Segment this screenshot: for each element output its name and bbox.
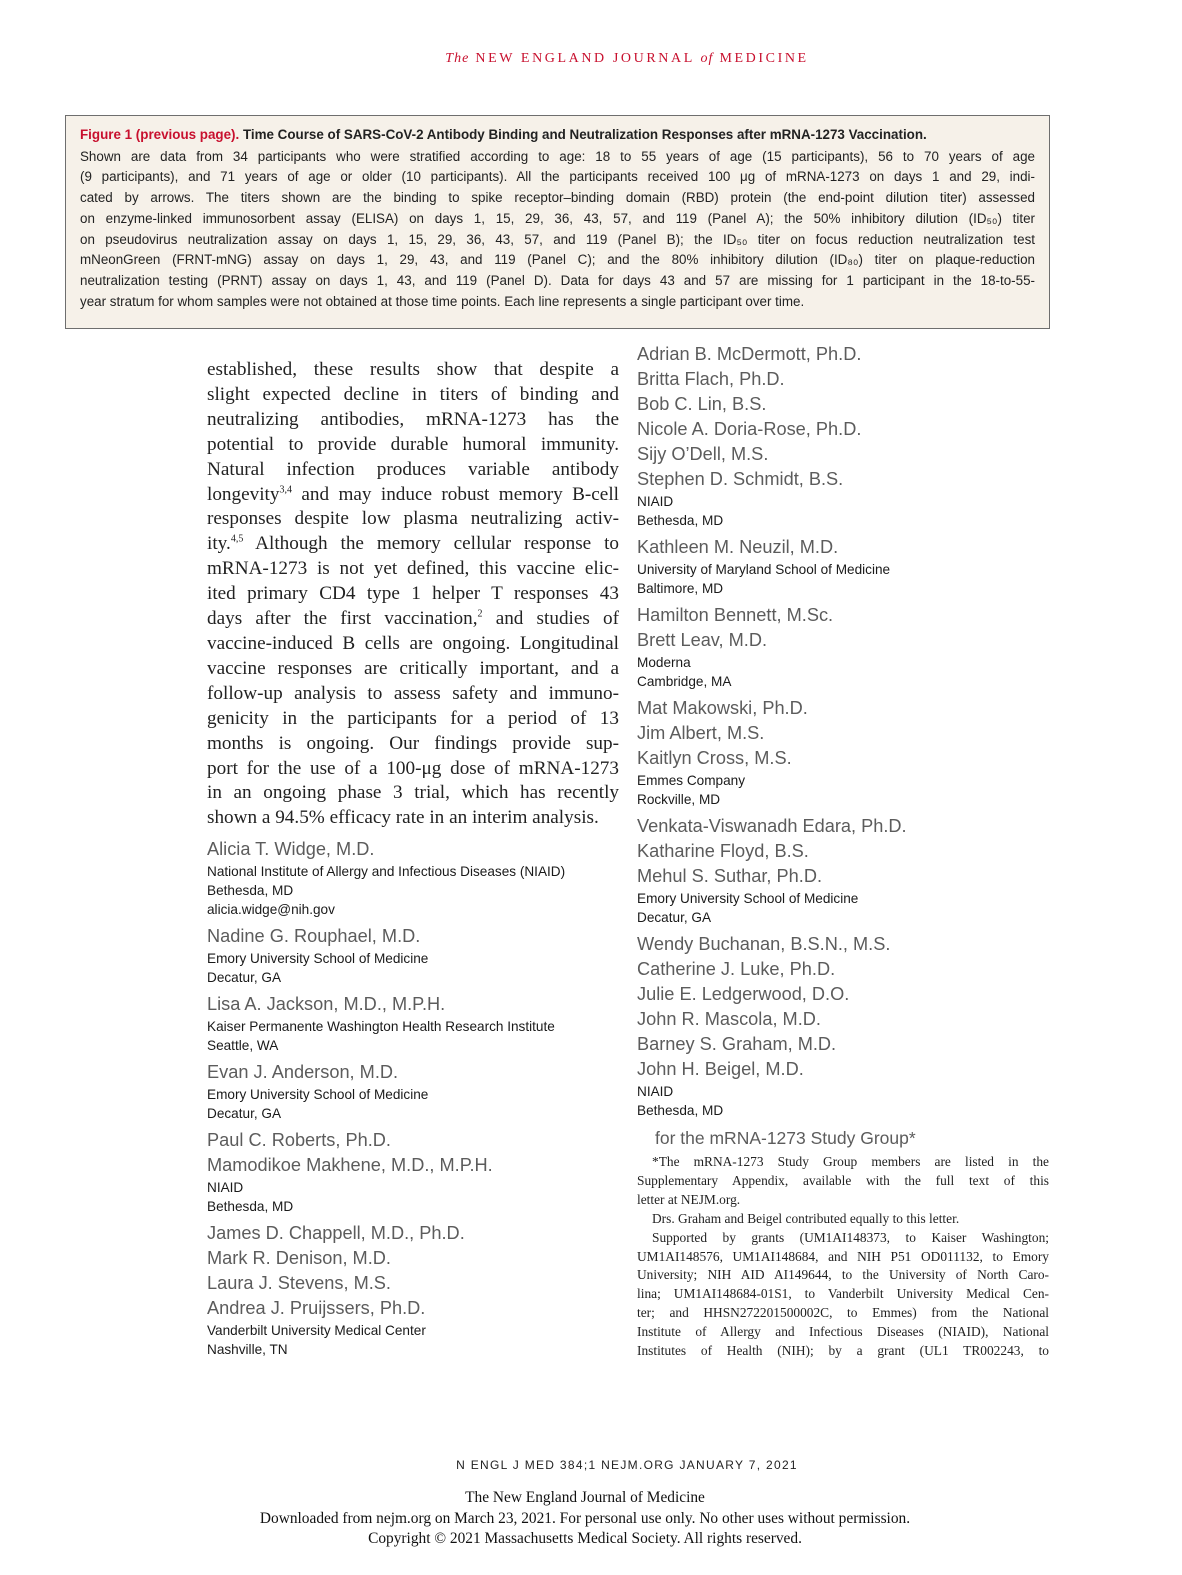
left-column [207, 358, 619, 1359]
author-name: John H. Beigel, M.D. [637, 1059, 804, 1079]
caption-line: on enzyme-linked immunosorbent assay (ELISA) on days 1, 15, 29, 36, 43, 57, and 119 (Panel A); the 50% inhibitory dilution (ID₅₀) titer [80, 210, 1035, 226]
author-affiliation: University of Maryland School of Medicine [637, 562, 891, 577]
body-line: months is ongoing. Our findings provide sup- [207, 732, 619, 754]
copyright-line: Copyright © 2021 Massachusetts Medical Society. All rights reserved. [368, 1530, 802, 1548]
footnotes [637, 1153, 1049, 1361]
author-affiliation: Emmes Company [637, 773, 746, 788]
footnote-line: Supplementary Appendix, available with the full text of this [637, 1172, 1049, 1188]
author-location: Bethesda, MD [637, 513, 724, 528]
author-affiliation: Emory University School of Medicine [207, 951, 429, 967]
author-name: Laura J. Stevens, M.S. [207, 1273, 391, 1294]
journal-citation-footer: N ENGL J MED 384;1 NEJM.ORG JANUARY 7, 2021 [456, 1458, 798, 1472]
running-head-medicine: MEDICINE [719, 51, 809, 66]
author-name: James D. Chappell, M.D., Ph.D. [207, 1223, 465, 1244]
author-name: Wendy Buchanan, B.S.N., M.S. [637, 934, 891, 954]
footnote-line: letter at NEJM.org. [637, 1191, 741, 1207]
body-line: vaccine responses are critically important, and a [207, 657, 619, 679]
author-affiliation: NIAID [637, 494, 674, 509]
caption-line: on pseudovirus neutralization assay on days 1, 15, 29, 36, 43, 57, and 119 (Panel B); the ID₅₀ titer on focus reduction neutralization test [80, 231, 1035, 247]
letter-body-text [207, 358, 619, 831]
body-line: ited primary CD4 type 1 helper T responses 43 [207, 583, 619, 605]
footnote-line: Drs. Graham and Beigel contributed equally to this letter. [652, 1210, 960, 1226]
body-segment: days after the first vaccination, [207, 608, 478, 630]
body-line: follow-up analysis to assess safety and immuno- [207, 682, 619, 704]
author-name: Barney S. Graham, M.D. [637, 1034, 837, 1054]
running-head [0, 51, 1182, 67]
caption-line: Shown are data from 34 participants who were stratified according to age: 18 to 55 years of age (15 participants), 56 to 70 years of age [80, 148, 1035, 164]
body-line: in an ongoing phase 3 trial, which has recently [207, 782, 619, 804]
author-name: John R. Mascola, M.D. [637, 1009, 821, 1029]
reference-superscript[interactable]: 4,5 [230, 533, 244, 545]
author-affiliation: Emory University School of Medicine [637, 891, 859, 906]
figure-caption-box [65, 115, 1050, 329]
running-head-journal: NEW ENGLAND JOURNAL [475, 51, 695, 66]
author-location: Decatur, GA [207, 1106, 282, 1122]
footnote-line: UM1AI148576, UM1AI148684, and NIH P51 OD011132, to Emory [637, 1248, 1049, 1264]
author-name: Paul C. Roberts, Ph.D. [207, 1130, 391, 1151]
author-location: Nashville, TN [207, 1342, 288, 1358]
author-name: Brett Leav, M.D. [637, 630, 768, 650]
body-line: Natural infection produces variable antibody [207, 458, 619, 480]
footnote-line: Supported by grants (UM1AI148373, to Kaiser Washington; [652, 1229, 1049, 1245]
footnote-line: ter; and HHSN272201500002C, to Emmes) from the National [637, 1305, 1049, 1321]
author-location: Bethesda, MD [207, 883, 294, 899]
author-name: Mark R. Denison, M.D. [207, 1248, 391, 1269]
footnote-line: *The mRNA-1273 Study Group members are listed in the [652, 1154, 1049, 1169]
author-name: Nadine G. Rouphael, M.D. [207, 926, 421, 947]
author-group [637, 814, 1049, 927]
author-name: Stephen D. Schmidt, B.S. [637, 469, 844, 489]
body-line: neutralizing antibodies, mRNA-1273 has the [207, 408, 619, 430]
figure-label: Figure 1 (previous page). [80, 127, 240, 142]
body-segment: Although the memory cellular response to [243, 533, 619, 555]
author-group [637, 342, 1049, 530]
body-line: slight expected decline in titers of binding and [207, 383, 619, 405]
right-column [637, 342, 1049, 1361]
figure-caption-heading [80, 125, 1035, 146]
author-name: Mamodikoe Makhene, M.D., M.P.H. [207, 1155, 493, 1176]
footnote-line: lina; UM1AI148684-01S1, to Vanderbilt University Medical Cen- [637, 1286, 1049, 1302]
author-name: Nicole A. Doria-Rose, Ph.D. [637, 419, 862, 439]
footnote-line: Institutes of Health (NIH); by a grant (UL1 TR002243, to [637, 1343, 1049, 1359]
author-name: Andrea J. Pruijssers, Ph.D. [207, 1298, 426, 1319]
author-affiliation: NIAID [207, 1180, 244, 1196]
author-list-left [207, 837, 619, 1359]
body-line: mRNA-1273 is not yet defined, this vaccine elic- [207, 558, 619, 580]
author-name: Julie E. Ledgerwood, D.O. [637, 984, 850, 1004]
author-name: Evan J. Anderson, M.D. [207, 1062, 399, 1083]
author-name: Jim Albert, M.S. [637, 723, 765, 743]
author-affiliation: Moderna [637, 655, 691, 670]
author-affiliation: Emory University School of Medicine [207, 1087, 429, 1103]
journal-name-line: The New England Journal of Medicine [465, 1489, 705, 1506]
author-affiliation: NIAID [637, 1084, 674, 1099]
author-affiliation: National Institute of Allergy and Infectious Diseases (NIAID) [207, 864, 566, 880]
reference-superscript[interactable]: 3,4 [279, 484, 292, 496]
body-line: genicity in the participants for a period of 13 [207, 707, 619, 729]
author-group [637, 696, 1049, 809]
author-location: Cambridge, MA [637, 674, 732, 689]
author-name: Kaitlyn Cross, M.S. [637, 748, 792, 768]
caption-line: (9 participants), and 71 years of age or older (10 participants). All the participants received 100 μg of mRNA-1273 on days 1 and 29, indi- [80, 169, 1035, 185]
author-affiliation: Vanderbilt University Medical Center [207, 1323, 426, 1339]
author-name: Katharine Floyd, B.S. [637, 841, 809, 861]
download-notice [0, 1488, 1170, 1550]
body-segment: longevity [207, 483, 280, 505]
body-line: potential to provide durable humoral immunity. [207, 433, 619, 455]
author-name: Mehul S. Suthar, Ph.D. [637, 866, 823, 886]
author-name: Catherine J. Luke, Ph.D. [637, 959, 836, 979]
author-email-link[interactable]: alicia.widge@nih.gov [207, 902, 335, 918]
reference-superscript[interactable]: 2 [477, 608, 483, 620]
caption-line: cated by arrows. The titers shown are the binding to spike receptor–binding domain (RBD) protein (the end-point dilution titer) assessed [80, 190, 1035, 206]
author-group [637, 932, 1049, 1120]
author-name: Sijy O’Dell, M.S. [637, 444, 769, 464]
body-line: shown a 94.5% efficacy rate in an interim analysis. [207, 807, 599, 829]
body-segment: ity. [207, 533, 231, 555]
author-name: Mat Makowski, Ph.D. [637, 698, 808, 718]
author-location: Bethesda, MD [207, 1199, 294, 1215]
body-segment: and may induce robust memory B-cell [291, 483, 619, 505]
author-name: Bob C. Lin, B.S. [637, 394, 767, 414]
figure-title: Time Course of SARS-CoV-2 Antibody Binding and Neutralization Responses after mRNA-1273 Vaccination. [239, 127, 927, 142]
author-name: Hamilton Bennett, M.Sc. [637, 605, 834, 625]
author-location: Seattle, WA [207, 1038, 279, 1054]
author-location: Decatur, GA [637, 910, 712, 925]
author-name: Venkata-Viswanadh Edara, Ph.D. [637, 816, 907, 836]
author-name: Adrian B. McDermott, Ph.D. [637, 344, 862, 364]
author-location: Rockville, MD [637, 792, 721, 807]
body-line [207, 532, 619, 557]
caption-line: neutralization testing (PRNT) assay on days 1, 43, and 119 (Panel D). Data for days 43 and 57 are missing for 1 participant in the 18-to-55- [80, 272, 1035, 288]
author-location: Bethesda, MD [637, 1103, 724, 1118]
author-name: Britta Flach, Ph.D. [637, 369, 785, 389]
download-line: Downloaded from nejm.org on March 23, 2021. For personal use only. No other uses without permission. [259, 1509, 911, 1527]
body-line: established, these results show that despite a [207, 359, 619, 380]
author-name: Alicia T. Widge, M.D. [207, 839, 375, 860]
author-name: Lisa A. Jackson, M.D., M.P.H. [207, 994, 446, 1015]
body-line [207, 607, 619, 632]
body-line: port for the use of a 100-μg dose of mRNA-1273 [207, 757, 619, 779]
body-line: responses despite low plasma neutralizing activ- [207, 508, 619, 530]
author-location: Baltimore, MD [637, 581, 724, 596]
study-group-line: for the mRNA-1273 Study Group* [655, 1128, 916, 1148]
author-group [637, 535, 1049, 598]
caption-line: year stratum for whom samples were not obtained at those time points. Each line represents a single participant over time. [80, 293, 805, 309]
body-line [207, 483, 619, 508]
author-affiliation: Kaiser Permanente Washington Health Research Institute [207, 1019, 555, 1035]
body-segment: and studies of [482, 608, 619, 630]
author-location: Decatur, GA [207, 970, 282, 986]
caption-line: mNeonGreen (FRNT-mNG) assay on days 1, 29, 43, and 119 (Panel C); and the 80% inhibitory dilution (ID₈₀) titer on plaque-reduction [80, 252, 1035, 268]
figure-caption-text [80, 147, 1035, 313]
body-line: vaccine-induced B cells are ongoing. Longitudinal [207, 632, 619, 654]
running-head-of: of [700, 51, 714, 66]
author-group [637, 603, 1049, 691]
author-name: Kathleen M. Neuzil, M.D. [637, 537, 839, 557]
running-head-the: The [445, 51, 470, 66]
footnote-line: University; NIH AID AI149644, to the University of North Caro- [637, 1267, 1049, 1283]
footnote-line: Institute of Allergy and Infectious Diseases (NIAID), National [637, 1324, 1049, 1340]
